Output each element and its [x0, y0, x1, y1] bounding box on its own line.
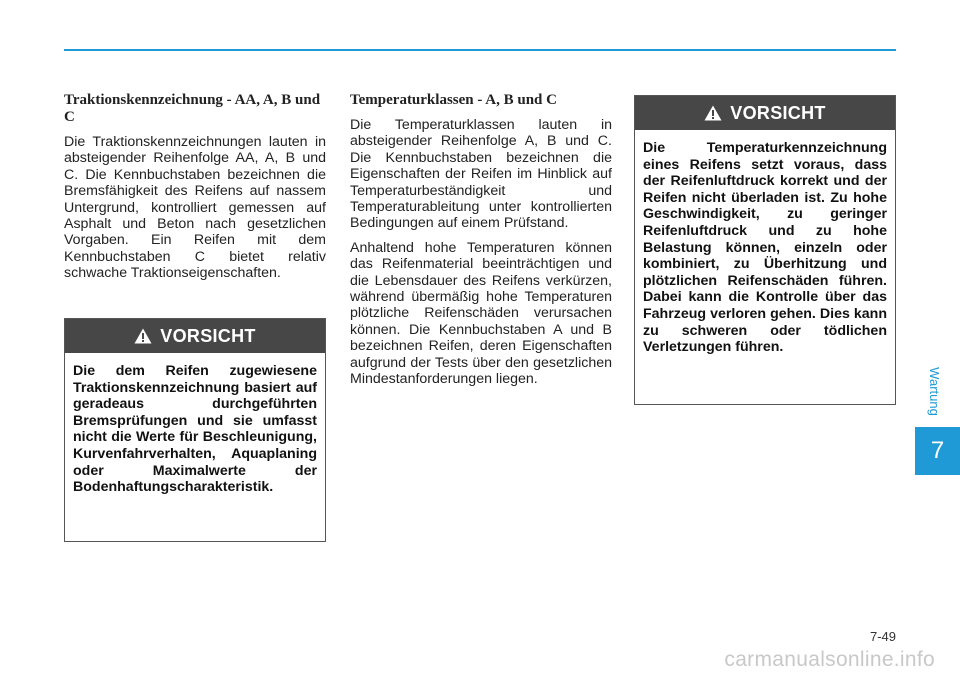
column-traction	[64, 92, 326, 290]
caution-box-traction	[64, 318, 326, 542]
section-label	[921, 358, 947, 424]
page-number: 7-49	[869, 629, 896, 644]
caution-text: Die dem Reifen zugewiesene Traktionskennzeichnung basiert auf geradeaus durchgeführten Bremsprüfungen und sie umfasst nicht die Werte für Beschleunigung, Kurvenfahrverhalten, Aquaplaning oder Maximalwerte der Bodenhaftungscharakteristik.	[73, 363, 317, 496]
chapter-tab: 7	[915, 427, 960, 475]
caution-title: VORSICHT	[160, 325, 256, 346]
watermark: carmanualsonline.info	[724, 648, 935, 671]
column-temperature	[350, 92, 612, 396]
heading-traction: Traktionskennzeichnung - AA, A, B und C	[64, 92, 321, 125]
caution-box-temperature	[634, 95, 896, 405]
warning-triangle-icon	[134, 328, 152, 344]
caution-title: VORSICHT	[730, 102, 826, 123]
caution-header	[65, 319, 325, 353]
warning-triangle-icon	[704, 105, 722, 121]
paragraph-temperature-1: Die Temperaturklassen lauten in absteigender Reihenfolge A, B und C. Die Kennbuchstaben bezeichnen die Eigenschaften der Reifen im Hinblick auf Temperaturbeständigkeit und Temperaturableitung unter kontrollierten Bedingungen auf einem Prüfstand.	[350, 117, 612, 232]
paragraph-temperature-2: Anhaltend hohe Temperaturen können das Reifenmaterial beeinträchtigen und die Lebensdauer des Reifens verkürzen, während übermäßig hohe Temperaturen plötzliche Reifenschäden verursachen können. Die Kennbuchstaben A und B bezeichnen Reifen, deren Eigenschaften aufgrund der Tests über den gesetzlichen Mindestanforderungen liegen.	[350, 239, 612, 388]
top-rule	[64, 49, 896, 51]
caution-text: Die Temperaturkennzeichnung eines Reifens setzt voraus, dass der Reifenluftdruck korrekt und der Reifen nicht überladen ist. Zu hohe Geschwindigkeit, zu geringer Reifenluftdruck und zu hohe Belastung können, einzeln oder kombiniert, zu Überhitzung und plötzlichen Reifenschäden führen. Dabei kann die Kontrolle über das Fahrzeug verloren gehen. Dies kann zu schweren oder tödlichen Verletzungen führen.	[643, 140, 887, 356]
column-caution-temperature	[634, 95, 896, 405]
heading-temperature: Temperaturklassen - A, B und C	[350, 92, 557, 108]
section-label-text: Wartung	[926, 366, 942, 416]
paragraph-traction: Die Traktionskennzeichnungen lauten in absteigender Reihenfolge AA, A, B und C. Die Kennbuchstaben bezeichnen die Bremsfähigkeit des Reifens auf nassem Untergrund, kontrolliert gemessen auf Asphalt und Beton nach gesetzlichen Vorgaben. Ein Reifen mit dem Kennbuchstaben C bietet relativ schwache Traktionseigenschaften.	[64, 134, 326, 282]
caution-header	[635, 96, 895, 130]
